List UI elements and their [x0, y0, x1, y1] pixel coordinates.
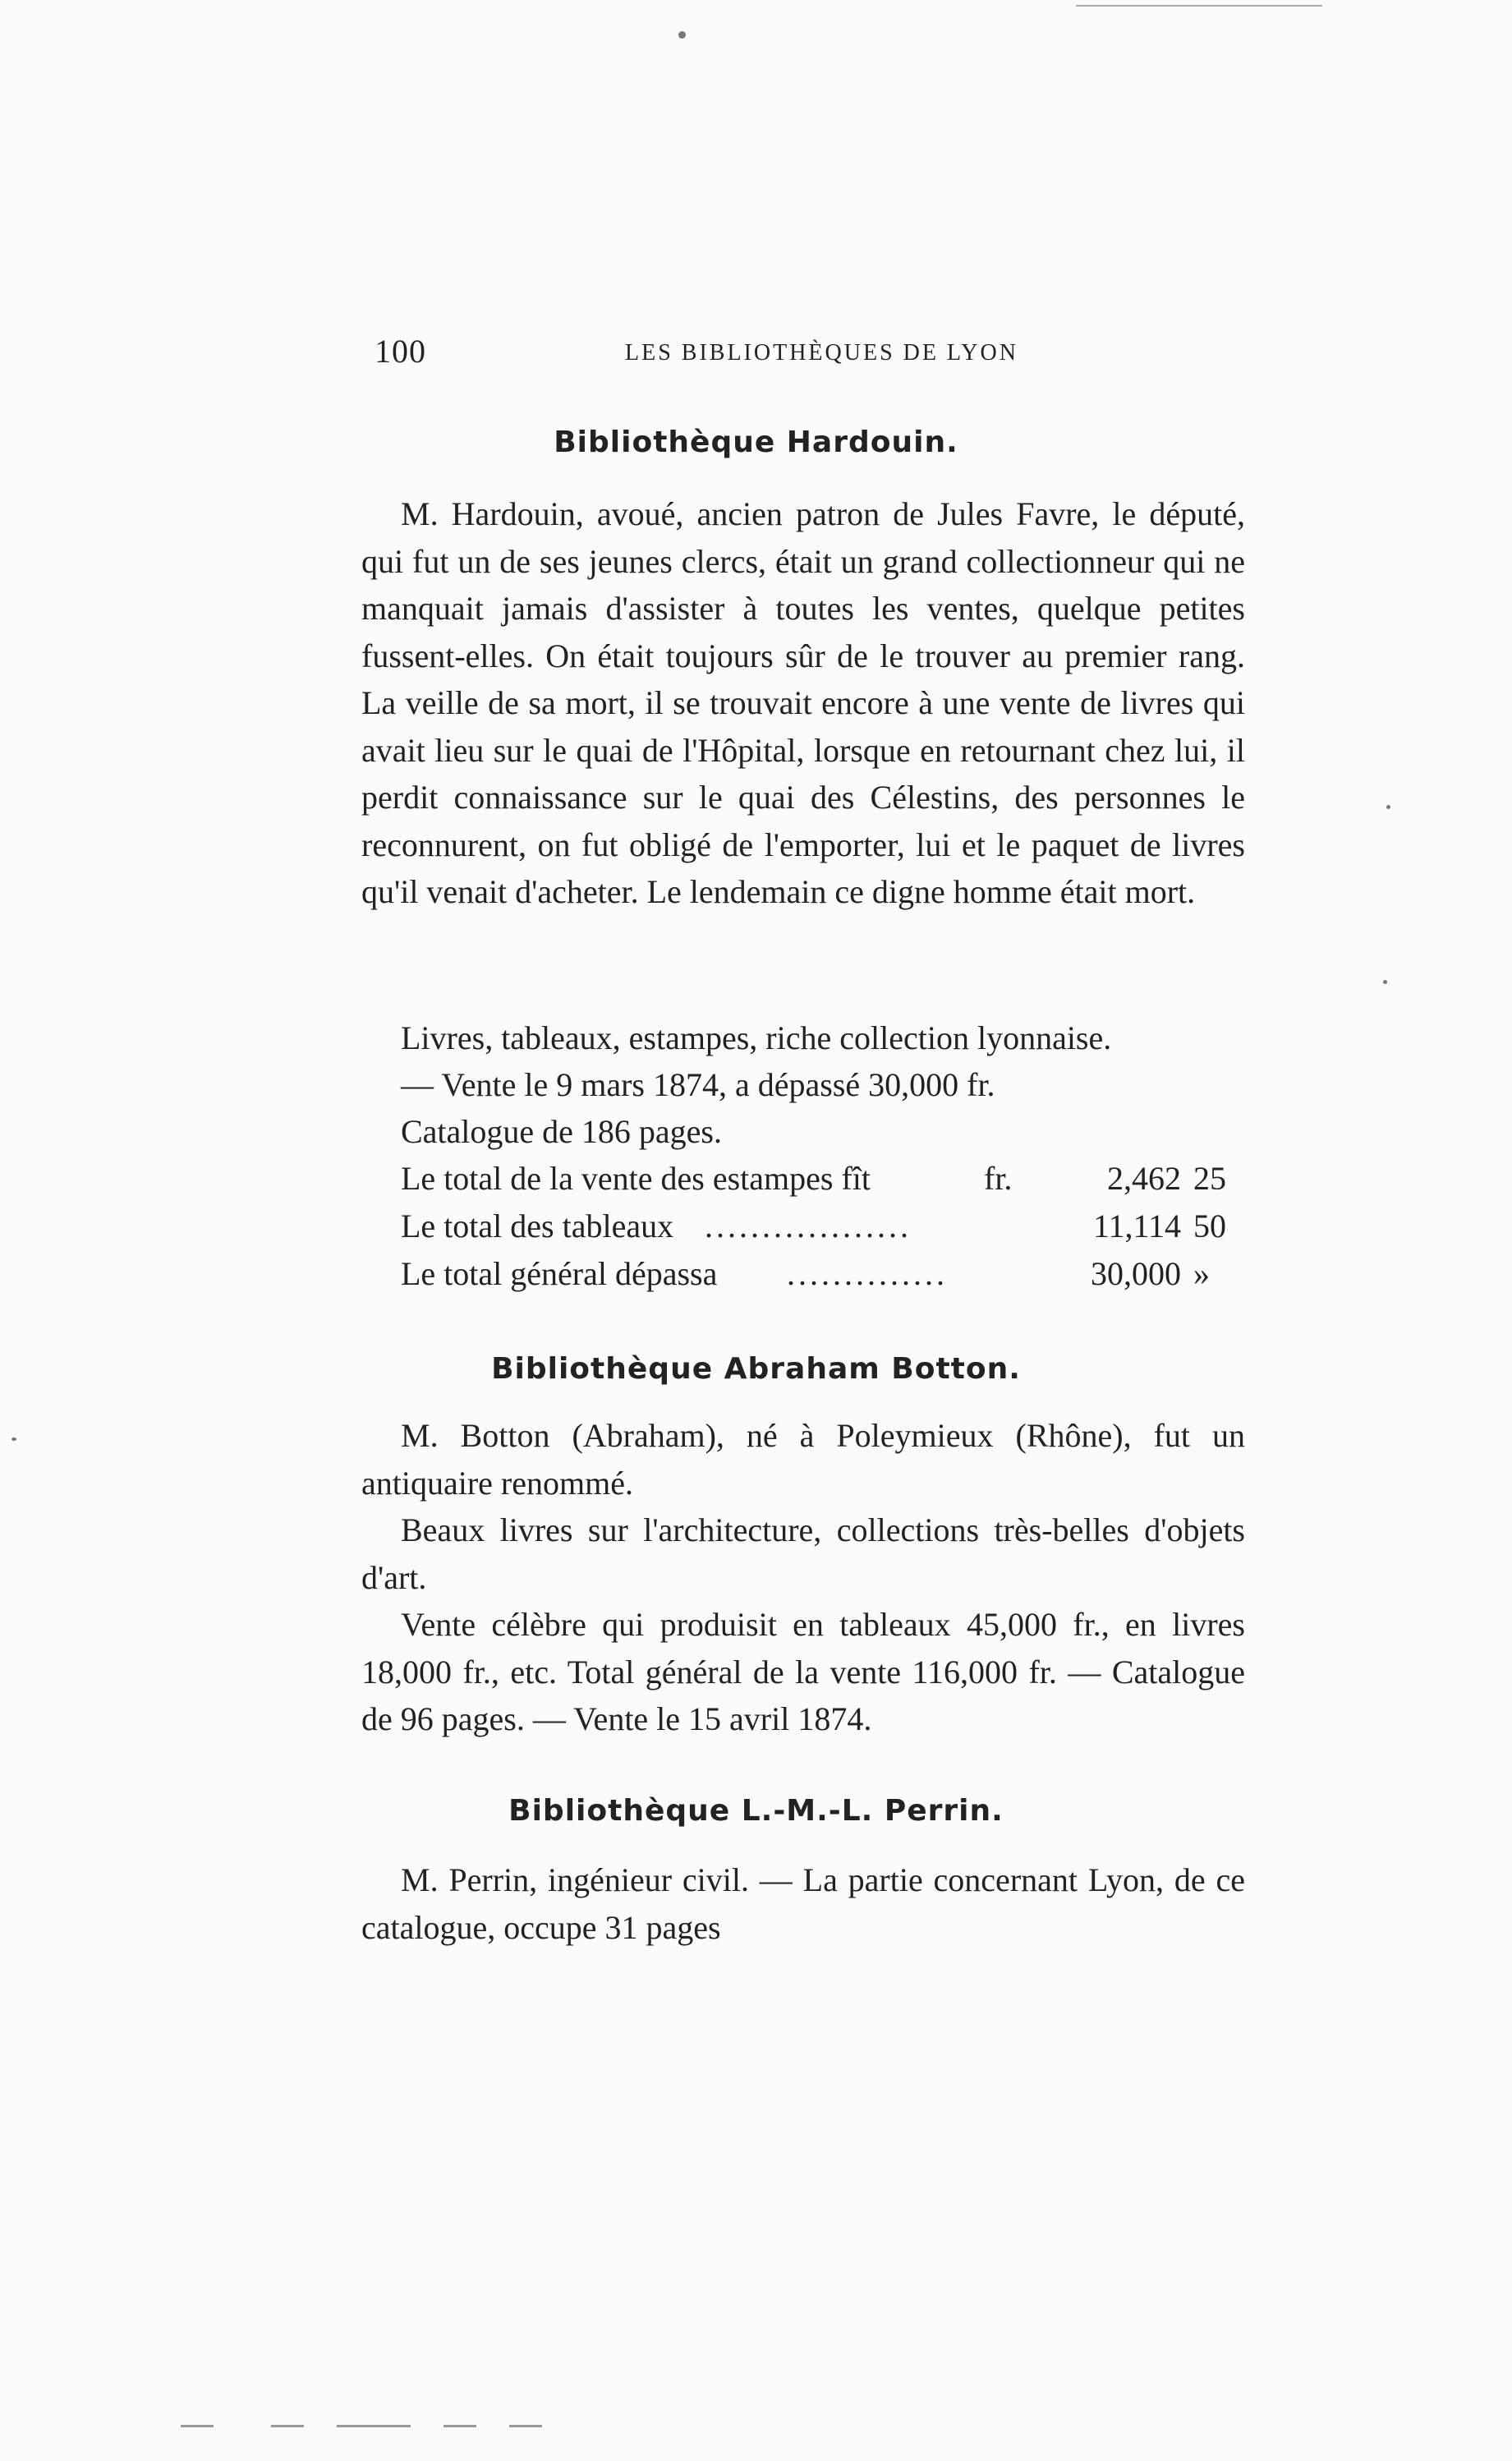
total-amount: 11,114 [1092, 1208, 1181, 1244]
paragraph-botton-sale: Vente célèbre qui produisit en tableaux 45,000 fr., en livres 18,000 fr., etc. Total général de la vente 116,000 fr. — Catalogue de 96 pages. — Vente le 15 avril 1874. [361, 1606, 1245, 1737]
total-cents: 50 [1193, 1208, 1226, 1244]
total-label: Le total des tableaux [401, 1208, 674, 1244]
running-title: LES BIBLIOTHÈQUES DE LYON [625, 340, 1018, 366]
section-heading-botton: Bibliothèque Abraham Botton. [491, 1352, 1021, 1386]
scan-mark [271, 2425, 304, 2427]
leader-dots: .............. [787, 1255, 948, 1292]
scan-speck [11, 1438, 16, 1441]
total-currency: fr. [984, 1160, 1013, 1197]
paragraph-botton-collection: Beaux livres sur l'architecture, collections très-belles d'objets d'art. [361, 1511, 1245, 1596]
paragraph-perrin: M. Perrin, ingénieur civil. — La partie concernant Lyon, de ce catalogue, occupe 31 pages [361, 1861, 1245, 1946]
section-heading-hardouin: Bibliothèque Hardouin. [554, 426, 958, 459]
leader-dots: .................. [705, 1208, 912, 1244]
scan-mark [443, 2425, 476, 2427]
paragraph-hardouin-biography: M. Hardouin, avoué, ancien patron de Jules Favre, le député, qui fut un de ses jeunes clercs, était un grand collectionneur qui ne manquait jamais d'assister à toutes les ventes, quelque petites fussent-elles. On était toujours sûr de le trouver au premier rang. La veille de sa mort, il se trouvait encore à une vente de livres qui avait lieu sur le quai de l'Hôpital, lorsque en retournant chez lui, il perdit connaissance sur le quai des Célestins, des personnes le reconnurent, on fut obligé de l'emporter, lui et le paquet de livres qu'il venait d'acheter. Le lendemain ce digne homme était mort. [361, 495, 1245, 910]
total-amount: 30,000 [1091, 1255, 1181, 1292]
total-cents: 25 [1193, 1160, 1226, 1197]
total-label: Le total général dépassa [401, 1255, 718, 1292]
page-number: 100 [375, 333, 426, 370]
total-label: Le total de la vente des estampes fît [401, 1160, 871, 1197]
scan-mark [337, 2425, 411, 2427]
total-row [401, 1203, 1226, 1250]
scan-mark [181, 2425, 214, 2427]
sale-totals [401, 1155, 1226, 1298]
total-cents: » [1193, 1255, 1210, 1292]
scan-speck [1386, 805, 1390, 809]
running-header [375, 332, 1278, 378]
scan-speck [1383, 980, 1387, 984]
total-row [401, 1250, 1222, 1298]
line-collection-description: Livres, tableaux, estampes, riche collection lyonnaise. [401, 1019, 1112, 1056]
paragraph-botton-intro: M. Botton (Abraham), né à Poleymieux (Rhône), fut un antiquaire renommé. [361, 1417, 1245, 1502]
line-sale-date: — Vente le 9 mars 1874, a dépassé 30,000 fr. [401, 1066, 995, 1103]
line-catalogue-pages: Catalogue de 186 pages. [401, 1113, 722, 1150]
scan-speck [678, 31, 686, 39]
scan-mark [1076, 5, 1322, 7]
total-row [401, 1155, 1226, 1203]
section-heading-perrin: Bibliothèque L.-M.-L. Perrin. [508, 1794, 1004, 1828]
total-amount: 2,462 [1107, 1160, 1181, 1197]
scan-mark [509, 2425, 542, 2427]
